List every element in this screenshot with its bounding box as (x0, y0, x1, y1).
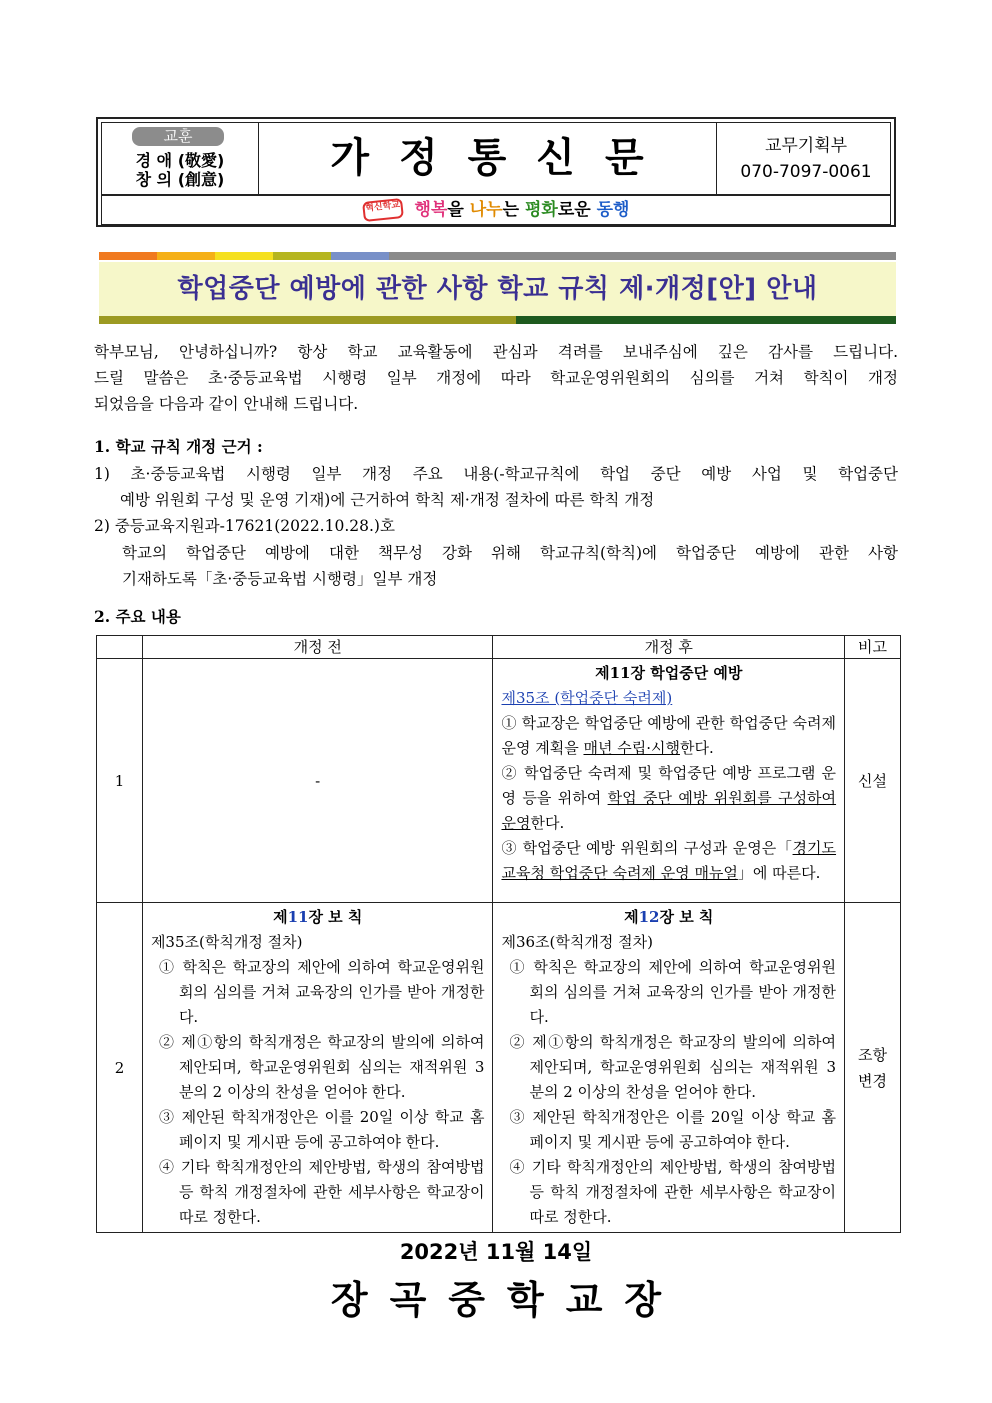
chapter-prefix: 제 (624, 908, 639, 926)
chapter-title: 제11장 학업중단 예방 (595, 664, 743, 682)
header-cell-number (97, 636, 143, 659)
innovation-school-stamp-icon: 혁신학교 (362, 198, 404, 222)
table-header-row (97, 636, 901, 659)
before-cell (142, 903, 493, 1233)
clause-2 (501, 761, 836, 836)
chapter-title (501, 905, 836, 930)
clause-4: ④ 기타 학칙개정안의 제안방법, 학생의 참여방법 등 학칙 개정절차에 관한 세부사항은 학교장이 따로 정한다. (509, 1158, 837, 1226)
banner-underline-left (99, 316, 516, 324)
after-cell (493, 659, 845, 903)
clause-text: ② 학업중단 숙려제 및 학업중단 예방 프로그램 운영 등을 위하여 (501, 764, 837, 807)
slogan-particle: 로운 (557, 200, 597, 220)
banner-underline-right (516, 316, 896, 324)
clause-text: ③ 학업중단 예방 위원회의 구성과 운영은「 (501, 839, 793, 857)
before-cell: - (142, 659, 493, 903)
clause-1 (501, 711, 836, 761)
school-motto (102, 123, 259, 194)
clause-3: ③ 제안된 학칙개정안은 이를 20일 이상 학교 홈페이지 및 게시판 등에 공고하여야 한다. (509, 1108, 837, 1151)
row-number: 2 (97, 903, 143, 1233)
chapter-number: 12 (638, 908, 660, 926)
clause-3: ③ 제안된 학칙개정안은 이를 20일 이상 학교 홈페이지 및 게시판 등에 공고하여야 한다. (158, 1108, 485, 1151)
intro-line-2: 드릴 말씀은 초·중등교육법 시행령 일부 개정에 따라 학교운영위원회의 심의를 거쳐 학칙이 개정 (94, 369, 898, 387)
section-1-heading: 1. 학교 규칙 개정 근거 : (94, 437, 263, 456)
motto-tag: 교훈 (132, 127, 224, 146)
basis-item-1-line-2: 예방 위원회 구성 및 운영 기재)에 근거하여 학칙 제·개정 절차에 따른 학칙 개정 (120, 491, 655, 509)
issue-date: 2022년 11월 14일 (399, 1240, 593, 1264)
slogan-word-peace: 평화 (524, 200, 558, 220)
header-cell-before: 개정 전 (142, 636, 493, 659)
clause-text: 」에 따른다. (737, 864, 821, 882)
color-strip-segment (389, 252, 447, 260)
color-strip-segment (215, 252, 273, 260)
clause-underlined: 경기도교육청 학업중단 숙려제 운영 매뉴얼 (501, 839, 837, 882)
header-cell-note: 비고 (845, 636, 901, 659)
article-title: 제35조 (학업중단 숙려제) (501, 689, 673, 707)
after-cell (493, 903, 845, 1233)
revision-table (96, 635, 901, 1233)
intro-line-1: 학부모님, 안녕하십니까? 항상 학교 교육활동에 관심과 격려를 보내주심에 깊은 감사를 드립니다. (94, 343, 898, 361)
article-title: 제35조(학칙개정 절차) (150, 933, 303, 951)
department-name: 교무기획부 (764, 136, 848, 156)
principal-signature: 장곡중학교장 (330, 1278, 684, 1322)
intro-line-3: 되었음을 다음과 같이 안내해 드립니다. (94, 395, 359, 413)
header-top-row (101, 122, 891, 195)
chapter-suffix: 장 보 칙 (659, 908, 714, 926)
clause-text: ① 학교장은 학업중단 예방에 관한 학업중단 숙려제 운영 계획을 (501, 714, 837, 757)
basis-item-2-line-2: 학교의 학업중단 예방에 대한 책무성 강화 위해 학교규칙(학칙)에 학업중단 예방에 관한 사항 (122, 544, 898, 562)
chapter-number: 11 (287, 908, 309, 926)
basis-item-2-line-3: 기재하도록「초·중등교육법 시행령」일부 개정 (122, 570, 438, 588)
basis-item-2-line-1: 2) 중등교육지원과-17621(2022.10.28.)호 (94, 517, 395, 535)
clause-text: 한다. (530, 814, 565, 832)
chapter-prefix: 제 (273, 908, 288, 926)
clause-2: ② 제①항의 학칙개정은 학교장의 발의에 의하여 제안되며, 학교운영위원회 심의는 재적위원 3분의 2 이상의 찬성을 얻어야 한다. (509, 1033, 837, 1101)
clause-underlined: 매년 수립·시행 (583, 739, 680, 757)
chapter-title (151, 905, 485, 930)
clause-1: ① 학칙은 학교장의 제안에 의하여 학교운영위원회의 심의를 거쳐 교육장의 인가를 받아 개정한다. (158, 958, 485, 1026)
title-cell (258, 123, 717, 194)
notice-title-banner: 학업중단 예방에 관한 사항 학교 규칙 제·개정[안] 안내 (99, 262, 896, 316)
color-strip-segment (273, 252, 331, 260)
motto-line-2: 창 의 (創意) (135, 170, 225, 189)
chapter-suffix: 장 보 칙 (308, 908, 363, 926)
slogan-word-share: 나누 (469, 200, 503, 220)
header-cell-after: 개정 후 (493, 636, 845, 659)
clause-4: ④ 기타 학칙개정안의 제안방법, 학생의 참여방법 등 학칙 개정절차에 관한 세부사항은 학교장이 따로 정한다. (158, 1158, 485, 1226)
motto-line-1: 경 애 (敬愛) (135, 151, 225, 170)
article-title: 제36조(학칙개정 절차) (501, 933, 653, 951)
slogan-word-happiness: 행복 (414, 200, 448, 220)
basis-item-1-line-1: 1) 초·중등교육법 시행령 일부 개정 주요 내용(-학교규칙에 학업 중단 예방 사업 및 학업중단 (94, 465, 898, 483)
row-number: 1 (97, 659, 143, 903)
clause-2: ② 제①항의 학칙개정은 학교장의 발의에 의하여 제안되며, 학교운영위원회 심의는 재적위원 3분의 2 이상의 찬성을 얻어야 한다. (158, 1033, 485, 1101)
newsletter-header (96, 117, 896, 227)
slogan-word-companion: 동행 (596, 200, 630, 220)
slogan-particle: 는 (502, 200, 525, 220)
color-strip-segment (99, 252, 157, 260)
slogan (102, 196, 890, 224)
clause-underlined: 학업 중단 예방 위원회를 구성하여 운영 (501, 789, 837, 832)
note-cell (845, 903, 901, 1233)
table-row (97, 659, 901, 903)
slogan-particle: 을 (447, 200, 470, 220)
clause-3 (501, 836, 836, 886)
note-line-1: 조항 (858, 1045, 887, 1064)
table-row (97, 903, 901, 1233)
clause-text: 한다. (679, 739, 714, 757)
color-strip-segment (157, 252, 215, 260)
clause-1: ① 학칙은 학교장의 제안에 의하여 학교운영위원회의 심의를 거쳐 교육장의 인가를 받아 개정한다. (509, 958, 837, 1026)
section-2-heading: 2. 주요 내용 (94, 607, 181, 626)
note-line-2: 변경 (858, 1071, 887, 1090)
department-cell (716, 123, 896, 194)
newsletter-title: 가정통신문 (330, 135, 674, 181)
color-strip-segment (447, 252, 896, 260)
slogan-row (101, 195, 891, 225)
note-cell: 신설 (845, 659, 901, 903)
department-phone: 070-7097-0061 (740, 162, 872, 182)
color-strip-segment (331, 252, 389, 260)
